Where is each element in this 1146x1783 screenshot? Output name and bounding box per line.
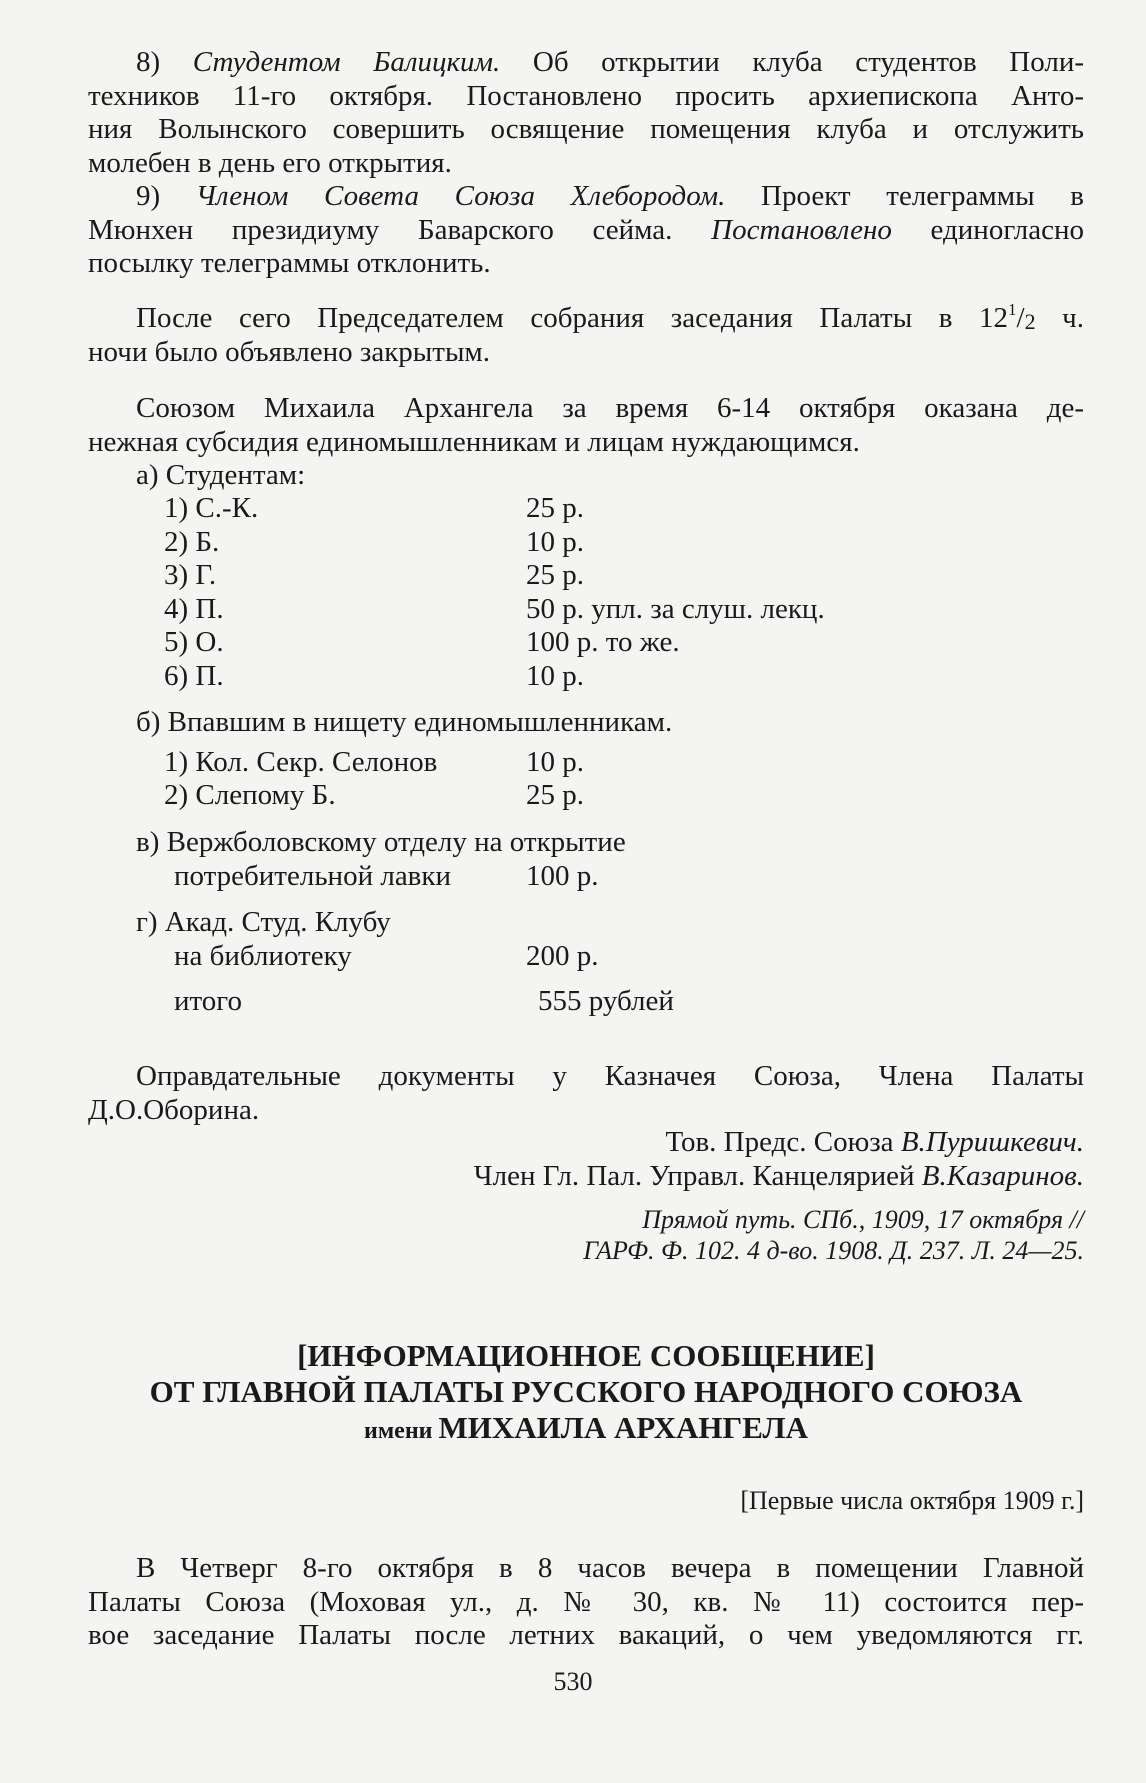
body-paragraph: В Четверг 8-го октября в 8 часов вечера в помещении Главной Палаты Союза (Моховая ул., д. № 30, кв. № 11) состоится пер- вое заседание Палаты после летних вакаций, о чем уведомляются гг. [88,1552,1084,1651]
documents-paragraph: Оправдательные документы у Казначея Союза, Члена Палаты Д.О.Оборина. [88,1060,1084,1126]
closing-paragraph: После сего Председателем собрания заседания Палаты в $12^1/_2$ ч. ночи было объявлено закрытым. [88,300,1084,368]
list-item: 1) Кол. Секр. Селонов 10 р. [164,745,584,778]
item-9: 9) Членом Совета Союза Хлебородом. Проект телеграммы в Мюнхен президиуму Баварского сейма. Постановлено единогласно посылку телеграммы отклонить. [88,180,1084,279]
item-8: 8) Студентом Балицким. Об открытии клуба студентов Поли- техников 11-го октября. Постановлено просить архиепископа Анто- ния Волынского совершить освящение помещения клуба и отслужить молебен в день его открытия. [88,46,1084,179]
subsidy-b-title: б) Впавшим в нищету единомышленникам. [136,706,673,738]
subsidy-g: г) Акад. Студ. Клубу на библиотеку 200 р. итого 555 рублей [88,906,1084,1019]
subsidy-v: в) Вержболовскому отделу на открытие потребительной лавки 100 р. [136,826,626,892]
date-note: [Первые числа октября 1909 г.] [740,1486,1084,1515]
source-citation: Прямой путь. СПб., 1909, 17 октября // ГАРФ. Ф. 102. 4 д-во. 1908. Д. 237. Л. 24—25. [583,1205,1084,1265]
list-item: 2) Б. 10 р. [164,525,584,558]
list-item: 4) П. 50 р. упл. за слуш. лекц. [164,592,825,625]
item-number: 8) [136,46,161,78]
subsidy-a-list [88,492,1084,693]
item-person: Студентом Балицким. [192,46,501,78]
subsidy-a-title: а) Студентам: [136,459,306,491]
list-item: 1) С.-К. 25 р. [164,492,584,524]
total-row: итого 555 рублей [174,985,674,1017]
signatures [88,1126,1084,1193]
list-item: 6) П. 10 р. [164,659,584,692]
list-item: 3) Г. 25 р. [164,559,584,591]
list-item: 5) О. 100 р. то же. [164,626,680,658]
subsidy-b [88,706,1084,813]
item-person: Членом Совета Союза Хлебородом. [195,180,726,212]
page-number: 530 [553,1667,593,1696]
section-heading: [ИНФОРМАЦИОННОЕ СООБЩЕНИЕ] ОТ ГЛАВНОЙ ПАЛАТЫ РУССКОГО НАРОДНОГО СОЮЗА имени МИХАИЛА АРХАНГЕЛА [149,1338,1023,1445]
subsidy-section: Союзом Михаила Архангела за время 6-14 октября оказана де- нежная субсидия единомышленникам и лицам нуждающимся. а) Студентам: [88,392,1084,491]
signature-line: Тов. Предс. Союза В.Пуришкевич. [665,1126,1084,1158]
list-item: 2) Слепому Б. 25 р. [164,779,584,811]
signature-line: Член Гл. Пал. Управл. Канцелярией В.Казаринов. [473,1159,1084,1192]
